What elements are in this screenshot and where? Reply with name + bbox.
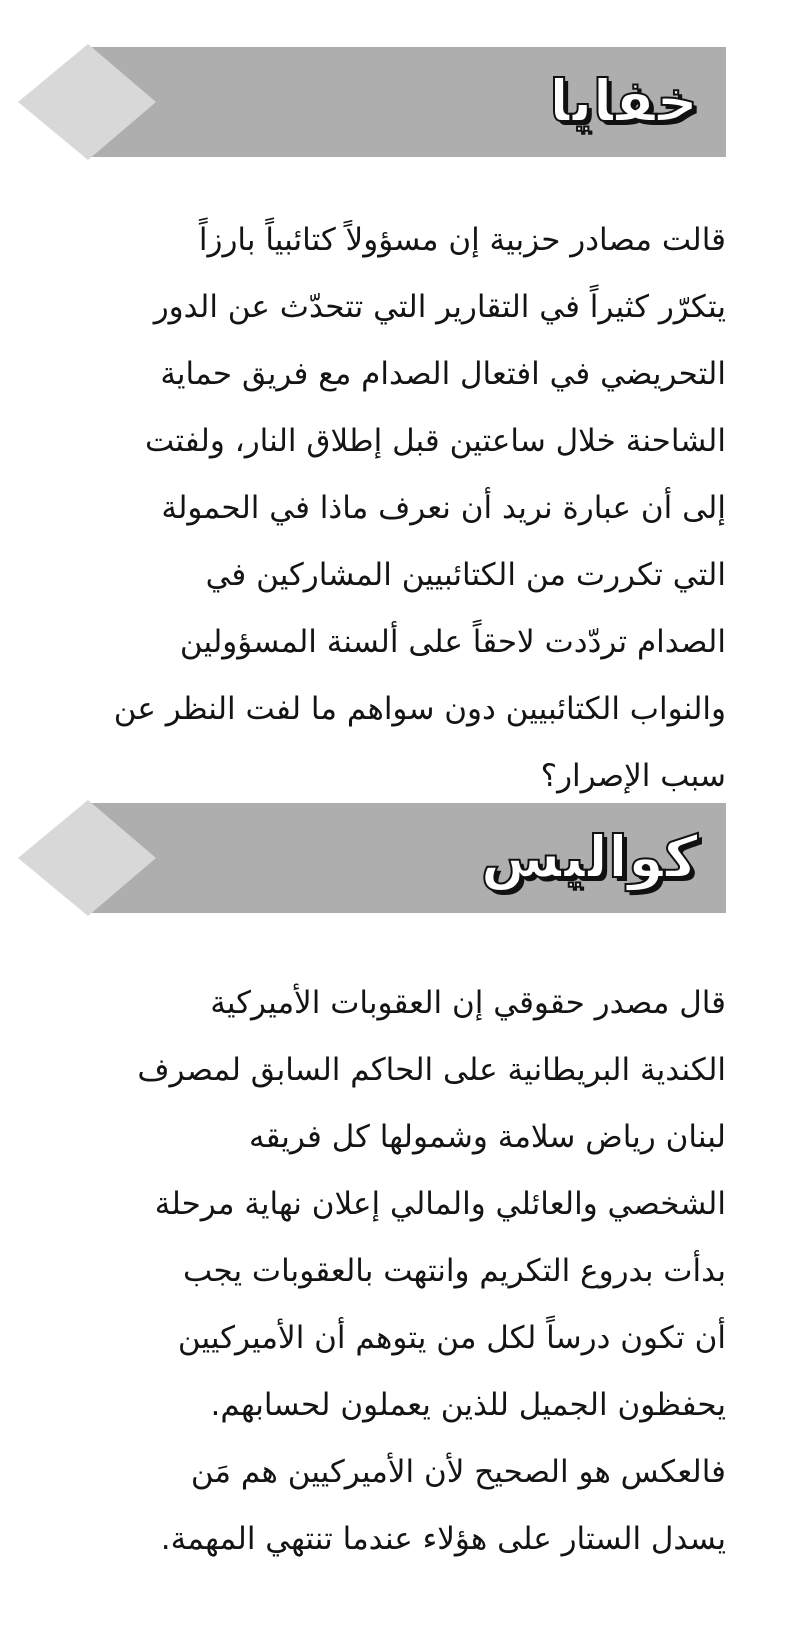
article-line: لبنان رياض سلامة وشمولها كل فريقه: [248, 1119, 726, 1155]
section-title: خفايا: [549, 67, 698, 135]
section-header-khafaya: [18, 42, 726, 160]
article-line: الكندية البريطانية على الحاكم السابق لمصرف: [137, 1052, 726, 1088]
article-line: بدأت بدروع التكريم وانتهت بالعقوبات يجب: [183, 1253, 726, 1289]
article-line: والنواب الكتائبيين دون سواهم ما لفت النظر عن: [113, 691, 726, 727]
article-line: سبب الإصرار؟: [540, 758, 726, 794]
article-line: الشخصي والعائلي والمالي إعلان نهاية مرحلة: [154, 1186, 726, 1222]
article-line: يحفظون الجميل للذين يعملون لحسابهم.: [210, 1387, 726, 1423]
article-line: قالت مصادر حزبية إن مسؤولاً كتائبياً بارزاً: [198, 222, 726, 258]
article-line: الشاحنة خلال ساعتين قبل إطلاق النار، ولفتت: [144, 423, 726, 459]
article-line: فالعكس هو الصحيح لأن الأميركيين هم مَن: [190, 1454, 726, 1490]
article-line: الصدام تردّدت لاحقاً على ألسنة المسؤولين: [179, 624, 726, 660]
article-line: قال مصدر حقوقي إن العقوبات الأميركية: [210, 985, 726, 1021]
section-title: كواليس: [480, 823, 698, 891]
article-line: التي تكررت من الكتائبيين المشاركين في: [205, 557, 726, 593]
article-line: يسدل الستار على هؤلاء عندما تنتهي المهمة.: [160, 1521, 726, 1557]
article-khafaya: [20, 207, 726, 810]
article-kawalees: [20, 970, 726, 1573]
article-line: أن تكون درساً لكل من يتوهم أن الأميركيين: [177, 1320, 726, 1356]
article-line: يتكرّر كثيراً في التقارير التي تتحدّث عن الدور: [153, 289, 726, 325]
article-line: التحريضي في افتعال الصدام مع فريق حماية: [160, 356, 726, 392]
section-header-kawalees: [18, 798, 726, 916]
article-line: إلى أن عبارة نريد أن نعرف ماذا في الحمولة: [161, 490, 726, 526]
